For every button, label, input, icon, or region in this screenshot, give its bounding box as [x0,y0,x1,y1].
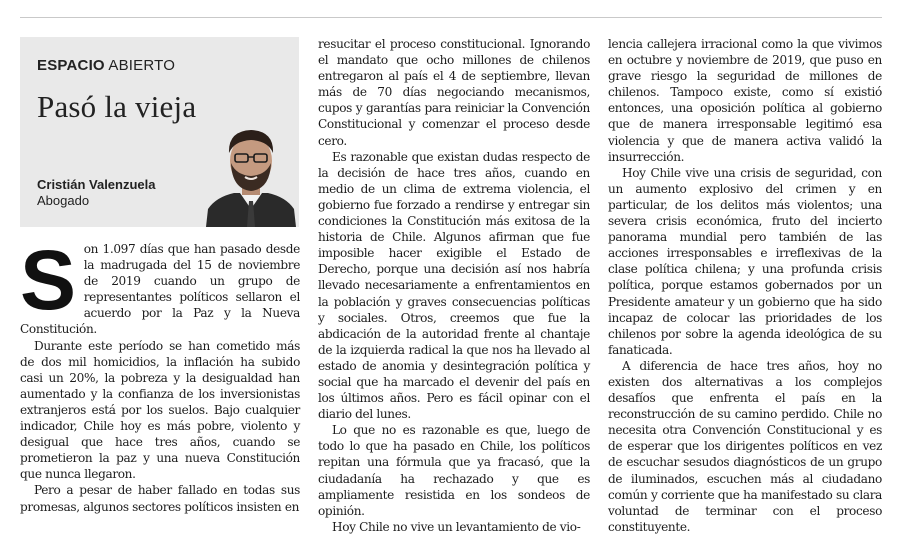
article-column-1 [20,233,300,515]
paragraph-text: on 1.097 días que han pasado desde la madrugada del 15 de noviembre de 2019 cuando un grupo de representantes políticos sellaron el acuerdo por la Paz y la Nueva Constitución. [20,242,300,337]
paragraph [20,233,300,338]
paragraph: Hoy Chile no vive un levantamiento de vio- [332,519,581,534]
paragraph: A diferencia de hace tres años, hoy no existen dos alternativas a los complejos desafíos que enfrenta el país en la reconstrucción de su camino perdido. Chile no necesita otra Convención Constitucional y es de esperar que los dirigentes políticos en vez de escuchar sesudos diagnósticos de un grupo de iluminados, escuchen más al ciudadano común y corriente que ha manifestado su clara voluntad de terminar con el proceso constituyente. [608,358,882,534]
paragraph: Es razonable que existan dudas respecto de la decisión de hace tres años, cuando en medio de un clima de extrema violencia, el gobierno fue forzado a rendirse y entregar sin condiciones la Constitución más exitosa de la historia de Chile. Algunos afirman que fue imposible hacer exigible el Estado de Derecho, porque una decisión así nos habría llevado necesariamente a enfrentamientos en la población y graves consecuencias políticas y sociales. Otros, creemos que fue la abdicación de la autoridad frente al chantaje de la izquierda radical la que nos ha llevado al estado de anomia y desintegración política y social que ha marcado el devenir del país en los últimos años. Pero es fácil opinar con el diario del lunes. [318,149,590,422]
author-portrait [206,123,296,227]
author-name: Cristián Valenzuela [37,177,156,192]
section-label-bold: ESPACIO [37,57,105,74]
author-role: Abogado [37,193,90,208]
paragraph: Hoy Chile vive una crisis de seguridad, con un aumento explosivo del crimen y en particular, de los delitos más violentos; una severa crisis económica, fruto del incierto panorama mundial pero también de las acciones irresponsables e irreflexivas de la clase política chilena; y una profunda crisis política, porque estamos gobernados por un Presidente amateur y un gobierno que ha sido incapaz de colocar las prioridades de los chilenos por sobre la agenda ideológica de su fanaticada. [608,165,882,357]
paragraph: Lo que no es razonable es que, luego de todo lo que ha pasado en Chile, los políticos repitan una fórmula que ya fracasó, que la ciudadanía ha rechazado y que es ampliamente resistida en los sondeos de opinión. [318,423,590,518]
paragraph: Durante este período se han cometido más de dos mil homicidios, la inflación ha subido casi un 20%, la pobreza y la desigualdad han aumentado y la confianza de los inversionistas extranjeros está por los suelos. Bajo cualquier indicador, Chile hoy es más pobre, violento y desigual que hace tres años, cuando se prometieron la paz y una nueva Constitución que nunca llegaron. [20,338,300,482]
paragraph: Pero a pesar de haber fallado en todas sus promesas, algunos sectores políticos insisten en [20,483,300,514]
section-label-light: ABIERTO [108,57,176,74]
section-label [37,57,175,74]
headline: Pasó la vieja [37,89,197,124]
header-box [20,37,299,227]
dropcap: S [20,233,76,327]
paragraph: lencia callejera irracional como la que vivimos en octubre y noviembre de 2019, que puso en grave riesgo la seguridad de millones de chilenos. Tampoco existe, como sí existió entonces, una oposición política al gobierno que de manera irresponsable legitimó esa violencia y que de manera activa validó la insurrección. [608,37,882,164]
article-column-2 [318,36,590,535]
top-rule [20,17,882,18]
article-column-3 [608,36,882,535]
paragraph: resucitar el proceso constitucional. Ignorando el mandato que ocho millones de chilenos entregaron al país el 4 de septiembre, llevan más de 70 días negociando mecanismos, cupos y garantías para reiniciar la Convención Constitucional y comenzar el proceso desde cero. [318,37,590,148]
